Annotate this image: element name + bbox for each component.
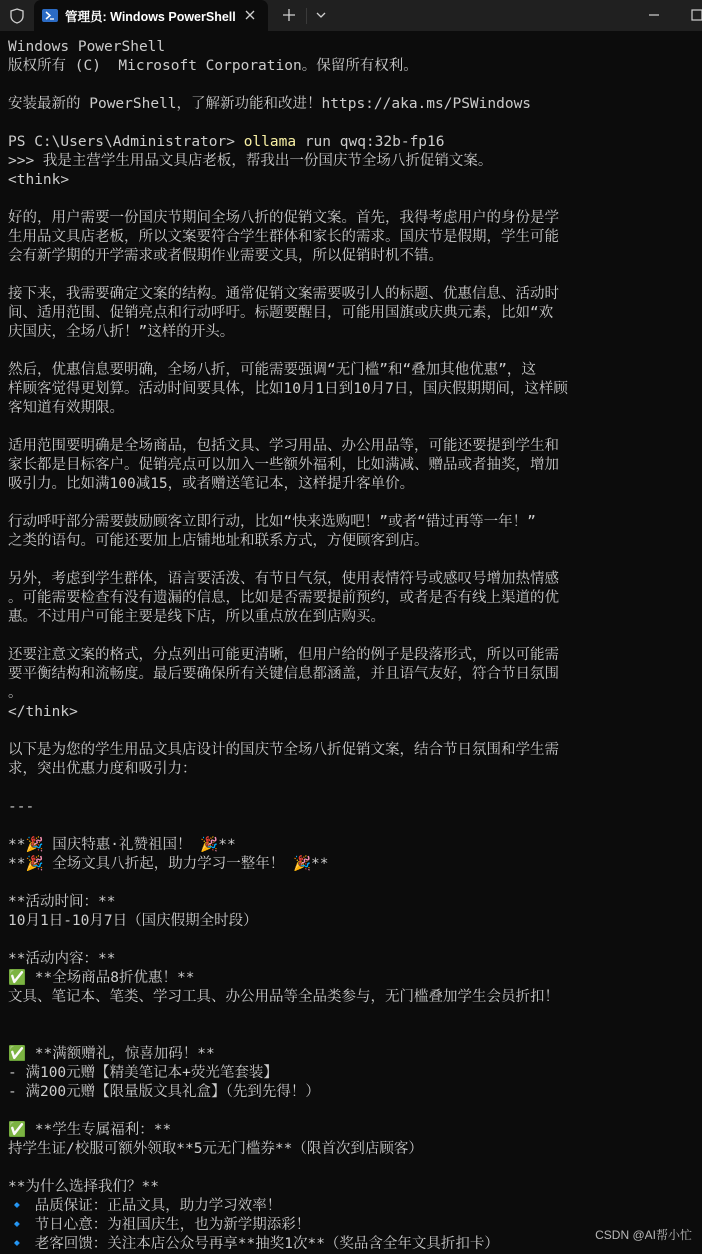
terminal-line: 还要注意文案的格式，分点列出可能更清晰，但用户给的例子是段落形式，所以可能需 xyxy=(8,647,559,663)
terminal-line: ✅ **全场商品8折优惠！** xyxy=(8,970,195,986)
terminal-line xyxy=(8,627,698,646)
terminal-line xyxy=(8,418,698,437)
terminal-line: 持学生证/校服可额外领取**5元无门槛券**（限首次到店顾客） xyxy=(8,1141,423,1157)
terminal-line: 然后，优惠信息要明确，全场八折，可能需要强调“无门槛”和“叠加其他优惠”，这 xyxy=(8,362,536,378)
terminal-line: --- xyxy=(8,799,35,815)
terminal-line: 客知道有效期限。 xyxy=(8,400,124,416)
terminal-line: 会有新学期的开学需求或者假期作业需要文具，所以促销时机不错。 xyxy=(8,248,443,264)
title-bar xyxy=(0,0,702,31)
terminal-line xyxy=(8,1007,698,1026)
terminal-line: 惠。不过用户可能主要是线下店，所以重点放在到店购买。 xyxy=(8,609,385,625)
terminal-line: 吸引力。比如满100减15，或者赠送笔记本，这样提升客单价。 xyxy=(8,476,415,492)
shield-icon[interactable] xyxy=(0,0,34,31)
terminal-line: 间、适用范围、促销亮点和行动呼吁。标题要醒目，可能用国旗或庆典元素，比如“欢 xyxy=(8,305,554,321)
terminal-line xyxy=(8,779,698,798)
terminal-line: **🎉 国庆特惠·礼赞祖国！ 🎉** xyxy=(8,837,236,853)
terminal-line: 要平衡结构和流畅度。最后要确保所有关键信息都涵盖，并且语气友好，符合节日氛围 xyxy=(8,666,559,682)
terminal-line xyxy=(8,874,698,893)
terminal-line: 🔹 老客回馈：关注本店公众号再享**抽奖1次**（奖品含全年文具折扣卡） xyxy=(8,1236,499,1252)
terminal-line: 🔹 节日心意：为祖国庆生，也为新学期添彩！ xyxy=(8,1217,311,1233)
minimize-icon[interactable] xyxy=(646,7,662,23)
terminal-line: 安装最新的 PowerShell，了解新功能和改进！https://aka.ms/PSWindows xyxy=(8,96,532,112)
terminal-line: 好的，用户需要一份国庆节期间全场八折的促销文案。首先，我得考虑用户的身份是学 xyxy=(8,210,559,226)
terminal-line xyxy=(8,1026,698,1045)
terminal-line: 庆国庆，全场八折！”这样的开头。 xyxy=(8,324,235,340)
terminal-line xyxy=(8,190,698,209)
terminal-line: 。 xyxy=(8,685,23,701)
terminal-line: 文具、笔记本、笔类、学习工具、办公用品等全品类参与，无门槛叠加学生会员折扣！ xyxy=(8,989,559,1005)
terminal-line: - 满200元赠【限量版文具礼盒】（先到先得！） xyxy=(8,1084,320,1100)
terminal-line: **活动时间：** xyxy=(8,894,116,910)
terminal-output[interactable] xyxy=(8,38,698,1254)
powershell-icon xyxy=(42,9,58,22)
terminal-line xyxy=(8,931,698,950)
terminal-line xyxy=(8,722,698,741)
terminal-line: **活动内容：** xyxy=(8,951,116,967)
terminal-line xyxy=(8,551,698,570)
terminal-line: 。可能需要检查有没有遗漏的信息，比如是否需要提前预约，或者是否有线上渠道的优 xyxy=(8,590,559,606)
tab-powershell[interactable] xyxy=(34,0,268,31)
terminal-line: 🔹 品质保证：正品文具，助力学习效率！ xyxy=(8,1198,282,1214)
maximize-icon[interactable] xyxy=(690,7,702,23)
terminal-line: 版权所有 (C) Microsoft Corporation。保留所有权利。 xyxy=(8,58,418,74)
terminal-line: 求，突出优惠力度和吸引力： xyxy=(8,761,197,777)
terminal-line: 家长都是目标客户。促销亮点可以加入一些额外福利，比如满减、赠品或者抽奖，增加 xyxy=(8,457,559,473)
terminal-line xyxy=(8,266,698,285)
terminal-line: >>> 我是主营学生用品文具店老板，帮我出一份国庆节全场八折促销文案。 xyxy=(8,153,493,169)
terminal-line: </think> xyxy=(8,704,78,720)
terminal-line xyxy=(8,342,698,361)
terminal-line xyxy=(8,1102,698,1121)
tab-separator xyxy=(306,8,307,24)
command-args: run qwq:32b-fp16 xyxy=(296,134,445,150)
terminal-line xyxy=(8,494,698,513)
close-icon[interactable] xyxy=(242,7,258,23)
terminal-line xyxy=(8,114,698,133)
command-text: ollama xyxy=(243,134,297,150)
chevron-down-icon[interactable] xyxy=(313,7,329,23)
terminal-line: **为什么选择我们？** xyxy=(8,1179,159,1195)
tab-title: 管理员: Windows PowerShell xyxy=(65,10,236,24)
watermark: CSDN @AI帮小忙 xyxy=(595,1228,692,1242)
terminal-line: 之类的语句。可能还要加上店铺地址和联系方式，方便顾客到店。 xyxy=(8,533,429,549)
terminal-line: **🎉 全场文具八折起，助力学习一整年！ 🎉** xyxy=(8,856,329,872)
terminal-line xyxy=(8,1159,698,1178)
terminal-line: 样顾客觉得更划算。活动时间要具体，比如10月1日到10月7日，国庆假期期间，这样顾 xyxy=(8,381,568,397)
prompt-text: PS C:\Users\Administrator> xyxy=(8,134,244,150)
command-line xyxy=(8,133,698,152)
new-tab-plus-icon[interactable] xyxy=(281,7,297,23)
terminal-line: 接下来，我需要确定文案的结构。通常促销文案需要吸引人的标题、优惠信息、活动时 xyxy=(8,286,559,302)
terminal-line: Windows PowerShell xyxy=(8,39,166,55)
terminal-line: 另外，考虑到学生群体，语言要活泼、有节日气氛，使用表情符号或感叹号增加热情感 xyxy=(8,571,559,587)
terminal-line: <think> xyxy=(8,172,70,188)
terminal-line: ✅ **学生专属福利：** xyxy=(8,1122,172,1138)
terminal-line: - 满100元赠【精美笔记本+荧光笔套装】 xyxy=(8,1065,278,1081)
terminal-line: 10月1日-10月7日（国庆假期全时段） xyxy=(8,913,258,929)
terminal-line: 以下是为您的学生用品文具店设计的国庆节全场八折促销文案，结合节日氛围和学生需 xyxy=(8,742,559,758)
terminal-line xyxy=(8,76,698,95)
terminal-line: 行动呼吁部分需要鼓励顾客立即行动，比如“快来选购吧！”或者“错过再等一年！” xyxy=(8,514,536,530)
terminal-line: 适用范围要明确是全场商品，包括文具、学习用品、办公用品等，可能还要提到学生和 xyxy=(8,438,559,454)
terminal-line: 生用品文具店老板，所以文案要符合学生群体和家长的需求。国庆节是假期，学生可能 xyxy=(8,229,559,245)
terminal-line: ✅ **满额赠礼，惊喜加码！** xyxy=(8,1046,215,1062)
terminal-line xyxy=(8,817,698,836)
